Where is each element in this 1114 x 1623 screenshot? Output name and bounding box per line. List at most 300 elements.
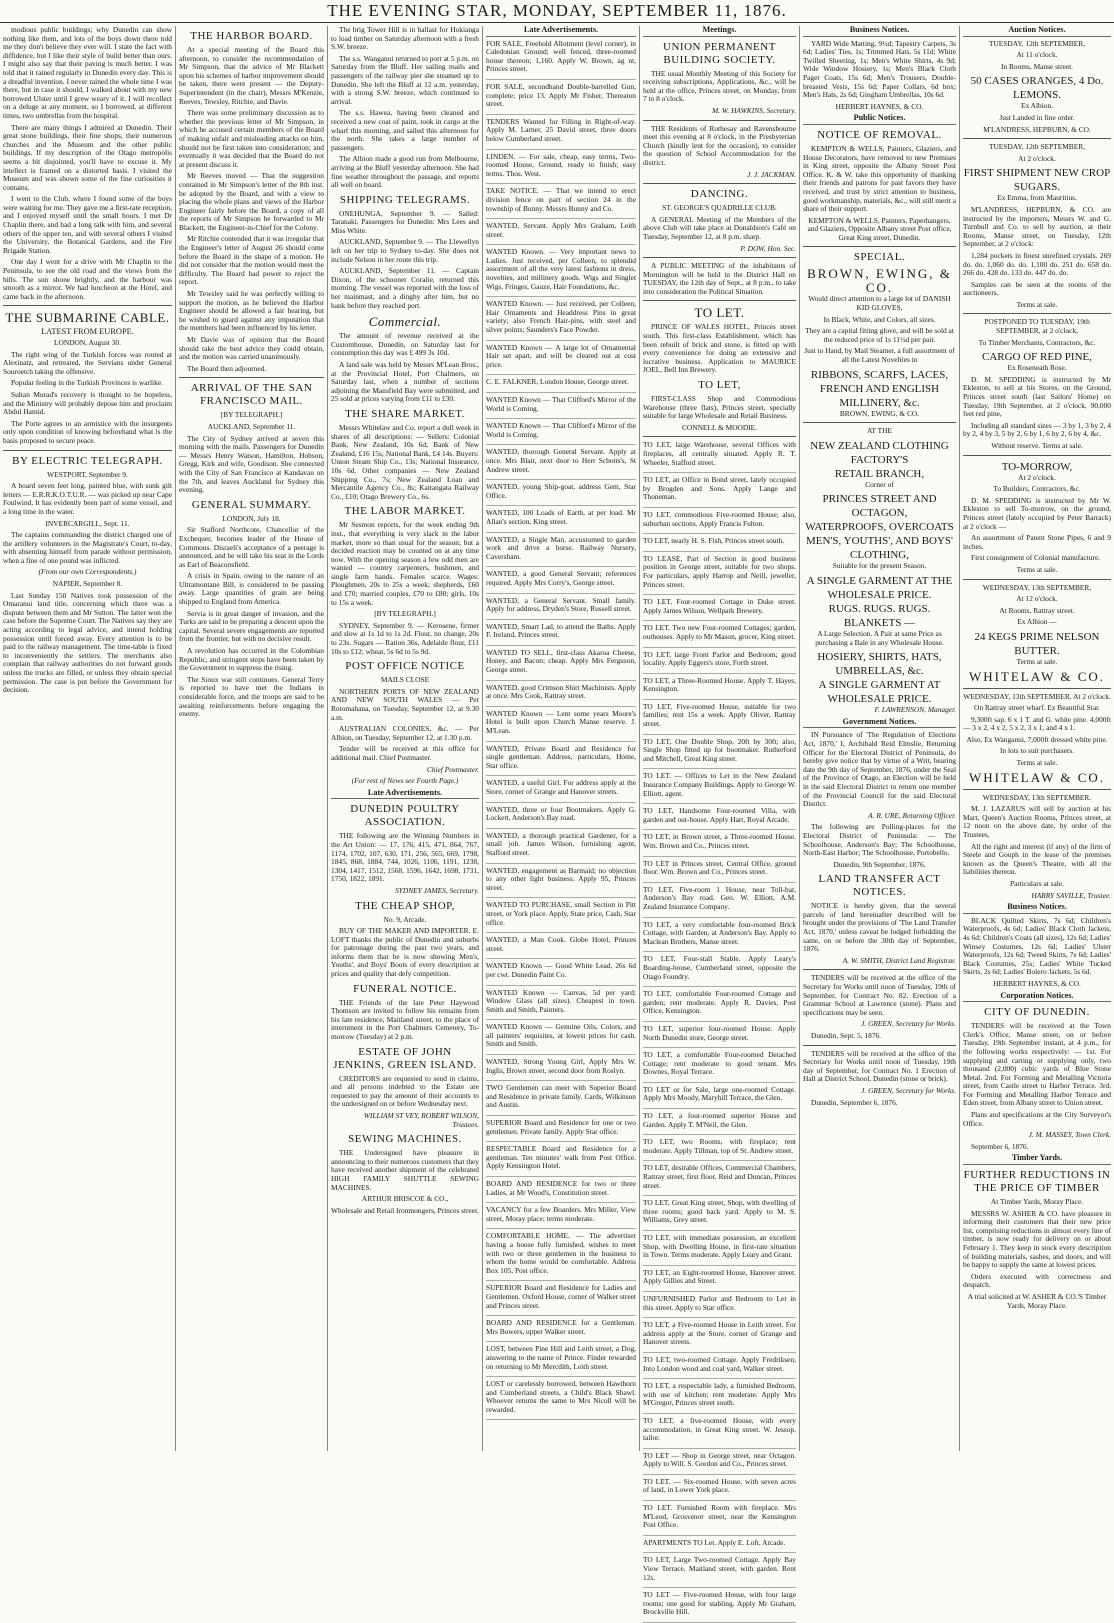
subhead: MAILS CLOSE	[380, 675, 430, 685]
commercial-item: SYDNEY, September 9. — Kerosene, firmer and slow at 1s 1d to 1s 2d. Flour, no change, 20s to 23s. Sugars — Ration 36s, Adelaide flour, £11 10s to £12; wheat, 5s 6d to 5s 9d.	[331, 620, 479, 656]
auction-body: M. J. LAZARUS will sell by auction at his Mart, Queen's Auction Rooms, Princes street, at 12 noon on the above date, by order of the Trustees,	[963, 804, 1111, 840]
classified-ad	[486, 1023, 636, 1055]
classified-ad-text: LOST or carelessly borrowed, between Hawthorn and Cumberland streets, a Child's Black Shawl. Whoever returns the same to Mrs Nicoll will be rewarded.	[486, 1379, 636, 1414]
auction-location: At Rooms, Rattray street.	[999, 605, 1075, 615]
classified-ad	[643, 555, 796, 595]
headline-labor-market: THE LABOR MARKET.	[344, 505, 466, 518]
classified-ad-text: LOST, between Pine Hill and Leith street, a Dog, answering to the name of Prince. Finder rewarded on returning to Mr Mercdith, Leith street.	[486, 1344, 636, 1371]
auction-note: To Builders, Contractors, &c.	[993, 484, 1081, 494]
ad-line: They are a capital fitting glove, and will be sold at the reduced price of 1s 11½d per pair.	[805, 326, 954, 344]
classified-ad	[486, 1232, 636, 1281]
classified-ad	[643, 651, 796, 674]
notice-item: Tender will be received at this office for additional mail. Chief Postmaster.	[331, 744, 479, 762]
classified-ad	[486, 187, 636, 219]
article-paragraph: The Board then adjourned.	[187, 363, 267, 373]
classified-ad-text: WANTED, Private Board and Residence for single gentleman. Address, particulars, Home, Star office.	[486, 743, 636, 770]
classified-ad	[643, 1112, 796, 1135]
commercial-item: The amount of revenue received at the Customhouse, Dunedin, on Saturday last for consumption this day was £ 499 3s 10d.	[331, 331, 479, 358]
auction-date: TUESDAY, 12th SEPTEMBER,	[988, 142, 1086, 152]
classified-ad-text: TO LET, in Brown street, a Three-roomed House. Wm. Brown and Co., Princes street.	[643, 832, 796, 850]
column-4	[483, 26, 640, 1451]
classified-ad-text: TO LET, comfortable Four-roomed Cottage and garden; rent moderate. Apply R. Davies, Post Office, Kensington.	[643, 989, 796, 1016]
classified-ad-text: WANTED, 100 Loads of Earth, at per load. Mr Allan's section, King street.	[486, 508, 636, 526]
classified-ad-text: TO LET, desirable Offices, Commercial Chambers, Rattray street, first floor. Reid and Duncan, Princes street.	[643, 1163, 796, 1190]
notice-item: THE Residents of Rothesay and Ravensbourne meet this evening at 8 o'clock, in the Presbyterian Church (kindly lent for the occasion), to consider the question of School Accommodation for the district.	[643, 123, 796, 167]
notice-item: THE Friends of the late Peter Haywood Thomson are invited to follow his remains from his late residence, Maitland street, to the place of internment in the Port Chalmers Cemetery, To-morrow (Tuesday) at 2 p.m.	[331, 997, 479, 1042]
classified-ad	[486, 153, 636, 185]
correspondent-note: (From our own Correspondents.)	[38, 567, 137, 577]
classified-ad	[486, 422, 636, 445]
signature: ARTHUR BRISCOE & CO.,	[361, 1194, 449, 1204]
ad-body: THE Undersigned have pleasure in announcing to their numerous customers that they have received another shipment of the celebrated HIGH FAMILY SHUTTLE SEWING MACHINES.	[331, 1148, 479, 1192]
classified-ad	[486, 300, 636, 340]
classified-ad-text: TENDERS Wanted for Filling in Right-of-way. Apply M. Larner, 25 David street, three doors below Cumberland street.	[486, 116, 636, 143]
article-paragraph: Mr Tewsley said he was perfectly willing to support the motion, as he believed the Harbor Engineer should be allowed a fair hearing, but he wished to guard against any imputation that the members had been influenced by his letter.	[179, 289, 324, 333]
headline-post-office-notice: POST OFFICE NOTICE	[345, 660, 465, 673]
classified-ad	[486, 623, 636, 646]
headline-to-let: TO LET.	[694, 305, 745, 321]
signature: SYDNEY JAMES, Secretary.	[395, 885, 479, 895]
section-header-corporation-notices: Corporation Notices.	[963, 992, 1111, 1003]
news-item: A board seven feet long, painted blue, with sunk gilt letters — E.R.R.K.O.T.U.R. — was picked up near Cape Foulwind. It has evidently been part of some vessel, and a long time in the water.	[3, 481, 172, 516]
classified-ad	[643, 1478, 796, 1501]
ad-line: Would direct attention to a large lot of DANISH KID GLOVES,	[808, 294, 951, 313]
ad-line: WATERPROOFS, OVERCOATS MEN'S, YOUTHS', AND BOYS' CLOTHING,	[805, 521, 954, 562]
classified-ad-text: RESPECTABLE Board and Residence for a gentleman. Ten minutes' walk from Post Office. Apply Kensington Hotel.	[486, 1144, 636, 1171]
signature: BROWN, EWING, & CO.	[839, 408, 920, 418]
ad-body: MESSRS W. ASHER & CO. have pleasure in informing their customers that their new price list, comprising reductions in almost every line of timber, is now ready for delivery on or about February 1. They keep in stock every description of building materials, sashes, and doors, and will be happy to supply the same at lowest prices.	[963, 1208, 1111, 1270]
classified-ad-text: TO LET, One Double Shop, 20ft by 30ft; also, Single Shop fitted up for bootmaker. Rutherford and Mitchell, Great King street.	[643, 736, 796, 763]
headline-harbor-board: THE HARBOR BOARD.	[190, 30, 313, 42]
classified-ad	[643, 1382, 796, 1414]
article-paragraph: The Sioux war still continues. General Terry is reported to have met the Indians in considerable force, and the troops are said to be awaiting reinforcements before engaging the enemy.	[179, 674, 324, 719]
auction-note: Ex Emma, from Mauritius.	[997, 193, 1077, 203]
classified-ad	[643, 990, 796, 1022]
classified-ad	[643, 1025, 796, 1048]
classified-ad-text: WANTED, thorough General Servant. Apply at once. Mrs Blair, next door to Herr Scbotts's, St Andrew street.	[486, 447, 636, 474]
classified-ad	[486, 649, 636, 681]
classified-ad	[643, 537, 796, 552]
classified-ad	[486, 118, 636, 150]
column-3	[328, 26, 483, 1451]
section-header-late-advertisements: Late Advertisements.	[486, 26, 636, 37]
section-header-public-notices: Public Notices.	[803, 114, 956, 125]
shipping-item: The s.s. Wanganui returned to port at 5 p.m. on Saturday from the Bluff. Her sailing mails and passengers of the railway pier she steamed up to Dunedin. She left the Bluff at 12 a.m. yesterday, with a strong S.W. breeze, which continued to arrival.	[331, 53, 479, 106]
classified-ad	[643, 677, 796, 700]
classified-ad-text: TO LET, Two new Four-roomed Cottages; garden, outhouses. Apply to Mr Mason, grocer, King street.	[643, 623, 796, 641]
article-paragraph: There are many things I admired at Dunedin. Their great stone buildings, their fine shops, their numerous churches and the Museum and the other public buildings. If my description of the Otago metropolis seems a bit disjointed, you'll have to excuse it. My intellect is framed on a distorted basis. I visited the Museum and was shown some of the fine curiosities it contains.	[3, 122, 172, 192]
column-5	[640, 25, 800, 1617]
classified-ad	[486, 832, 636, 864]
classified-ad-text: TO LET, a respectable lady, a furnished Bedroom, with use of kitchen; rent moderate. Apply Mrs M'Gregor, Princes street south.	[643, 1381, 796, 1408]
headline-city-of-dunedin: CITY OF DUNEDIN.	[984, 1006, 1090, 1019]
notice-item: Plans and specifications at the City Surveyor's Office.	[963, 1110, 1111, 1128]
auction-item: 24 KEGS PRIME NELSON BUTTER.	[974, 630, 1100, 657]
signature: A trial solicited at W. ASHER & CO.'S Timber Yards, Moray Place.	[967, 1291, 1107, 1310]
classified-ad-text: TO LEASE, Part of Section in good business position in George street, suitable for two shops. For particulars, apply Harrop and Neill, jeweller, Princes street.	[643, 553, 796, 589]
terms: Terms at sale.	[1016, 564, 1058, 574]
news-item: The Porte agrees to an armistice with the insurgents only upon condition of knowing beforehand what is the basis proposed to secure peace.	[3, 418, 172, 445]
headline-san-francisco-mail: ARRIVAL OF THE SAN FRANCISCO MAIL.	[190, 382, 313, 408]
notice-item: NOTICE is hereby given, that the several parcels of land hereinafter described will be brought under the provisions of 'The Land Transfer Act, 1870,' unless caveat be lodged forbidding the same, on or before the 30th day of September, 1876.	[803, 901, 956, 954]
auctioneer-name: WHITELAW & CO.	[968, 668, 1106, 684]
auctioneer-name: WHITELAW & CO.	[968, 769, 1106, 785]
classified-ad	[643, 1452, 796, 1475]
classified-ad-text: APARTMENTS TO Let. Apply E. Loft, Arcade.	[643, 1537, 786, 1547]
dateline: INVERCARGILL, Sept. 11.	[45, 518, 130, 528]
classified-ad-text: FOR SALE, secondhand Double-barrelled Gun, complete; price 13. Apply Mr Fisher, Thereaton street.	[486, 81, 636, 109]
signature: J. GREEN, Secretary for Works.	[861, 1019, 956, 1029]
classified-ad-text: WANTED TO PURCHASE, small Section in Pitt street, or York place. Apply, State price, Cash, Star office.	[486, 900, 636, 927]
auction-body: 9,300ft sap. 6 x 1 T. and G. white pine. 4,000ft — 3 x 2, 4 x 2, 5 x 2, 3 x 1, and 4 x 1.	[963, 714, 1111, 733]
ad-body: FIRST-CLASS Shop and Commodious Warehouse (three flats), Princes street, specially suitable for large Wholesale and Retail Business.	[643, 394, 796, 421]
classified-ad	[643, 1539, 796, 1554]
subhead-latest-europe: LATEST FROM EUROPE.	[41, 327, 134, 337]
section-header-auction-notices: Auction Notices.	[963, 26, 1111, 37]
classified-ad-text: TO LET, nearly H. S. Fish, Princes street south.	[643, 536, 785, 546]
ad-line: Just to Hand, by Mail Steamer, a full assortment of all the Latest Novelties in	[804, 346, 955, 365]
classified-ad-text: WANTED Known — Genuine Oils, Colors, and all painters' requisites, at lowest prices for cash. Smith and Smith.	[486, 1022, 636, 1049]
classified-ad-text: WANTED, a Single Man, accustomed to garden work and drive a horse. Railway Nursery, Caversham.	[486, 534, 636, 561]
shipping-item: The Albion made a good run from Melbourne, arriving at the Bluff yesterday afternoon. She had fine weather throughout the passage, and reports all well on board.	[331, 154, 479, 190]
article-paragraph: I went to the Club, where I found some of the boys were waiting for me. They gave me a first-rate reception, and I enjoyed myself until the small hours. I met Dr Chaplin there, and had a long talk with him, and several others of the upper ten, and with several others I visited the University, the Botanical Gardens, and the Fire Brigade Station.	[3, 194, 172, 255]
classified-ad-text: TO LET, a Three-Roomed House. Apply T. Hayes, Kensington.	[643, 675, 796, 694]
shipping-item: AUCKLAND, September 9. — The Llewellyn left on her trip to Sydney to-day. She does not include Nelson in her route this trip.	[331, 237, 479, 264]
classified-ad-text: WANTED, Strong Young Girl, Apply Mrs W. Inglis, Brown street, second door from Roslyn.	[486, 1057, 636, 1075]
classified-ad-text: BOARD AND RESIDENCE for two or three Ladies, at Mr Wood's, Constitution street.	[486, 1179, 636, 1197]
classified-ad-text: TO LET — Five-roomed House, with four large rooms; one good for stabling. Apply Mr Graham, Brockville Hill.	[643, 1590, 796, 1617]
classified-ad-text: WANTED Known — Good White Lead, 26s 6d per cwt. Dunedin Paint Co.	[486, 961, 636, 979]
shipping-item: The s.s. Hawea, having been cleaned and received a new coat of paint, took in cargo at the wharf this morning, and sailed this afternoon for the north. She takes a large number of passengers.	[331, 108, 479, 152]
signature: A. R. URE, Returning Officer.	[868, 810, 956, 820]
news-item: The right wing of the Turkish forces was routed at Alexinatz, and retreated, the Servians under General Souroetch taking the offensive.	[3, 349, 172, 376]
section-header-late-advertisements: Late Advertisements.	[331, 789, 479, 800]
signature: A. W. SMITH, District Land Registrar.	[842, 955, 956, 965]
classified-ad-text: WANTED, a useful Girl. For address apply at the Store, corner of Grange and Hanover streets.	[486, 778, 636, 796]
nz-clothing-factory-name: NEW ZEALAND CLOTHING FACTORY'S	[810, 439, 949, 466]
auction-date: TUESDAY, 12th SEPTEMBER,	[988, 38, 1086, 48]
auction-note: Ex Albion —	[1017, 617, 1057, 627]
auction-item: CARGO OF RED PINE,	[981, 351, 1092, 364]
headline-dancing: DANCING.	[690, 188, 749, 201]
classified-ad	[486, 1345, 636, 1377]
news-item: Popular feeling in the Turkish Provinces is warlike.	[11, 378, 163, 388]
classified-ad-text: WANTED Known — Lent some years Moore's Hotel is built upon Church Manse reserve. J. M'Lean.	[486, 708, 636, 736]
classified-ad-text: TO LET, a Five-roomed House in Leith street. For address apply at the Store, corner of Grange and Hanover streets.	[643, 1320, 796, 1347]
section-header-government-notices: Government Notices.	[803, 718, 956, 729]
terms: Terms at sale.	[1016, 758, 1058, 768]
classified-ad	[486, 83, 636, 115]
subhead: Wholesale and Retail Ironmongers, Princes street.	[331, 1205, 479, 1215]
auction-time: At 12 o'clock.	[1016, 594, 1058, 604]
column-6	[800, 26, 960, 1451]
auction-note: In lots to suit purchasers.	[999, 746, 1075, 756]
classified-ad	[486, 806, 636, 829]
classified-ad	[643, 807, 796, 830]
auction-location: In Rooms, Manse street.	[1000, 61, 1074, 71]
classified-ad	[643, 738, 796, 770]
telegraph-note: [BY TELEGRAPH.]	[374, 609, 436, 619]
notice-item: THE usual Monthly Meeting of this Society for receiving subscriptions, Applications, &c., will be held at the office, Princes street, on Monday, from 7 to 8 o'clock.	[643, 68, 796, 104]
auction-note: To Timber Merchants, Contractors, &c.	[978, 337, 1096, 347]
classified-ad	[643, 476, 796, 508]
ad-line: A SINGLE GARMENT AT THE WHOLESALE PRICE.	[806, 575, 953, 601]
notice-item: A PUBLIC MEETING of the inhabitants of Mornington will be held in the District Hall on TUESDAY, the 12th day of Sept., at 8 p.m., to take into consideration the Political Situation.	[643, 261, 796, 296]
auction-body: All the right and interest (if any) of the firm of Steele and Gouph in the lease of the premises known as the Queen's Theatre, with all the liabilities thereon.	[963, 841, 1111, 877]
headline-share-market: THE SHARE MARKET.	[345, 407, 465, 420]
classified-ad-text: TO LET, a very comfortable four-roomed Brick Cottage, with Garden, at Anderson's Bay. Apply to Maclean Brothers, Manse street.	[643, 919, 796, 946]
auction-body: D. M. SPEDDING is instructed by Mr Ekleston, to sell at his Stores, on the Ground, Princes street south (last Sailors' Home) on Tuesday, 19th September, at 2 o'clock, 90,000 feet red pine,	[963, 374, 1111, 419]
classified-ad-text: WANTED, Servant. Apply Mrs Graham, Leith street.	[486, 221, 636, 239]
classified-ad-text: WANTED, a General Servant. Small family. Apply for address, Dryden's Store, Russell street.	[486, 595, 636, 614]
article-paragraph: Mr Ritchie contended that it was irregular that the Engineer's letter of August 26 should come before the Board in the shape of a motion. He did not consider that the motion would meet the difficulty. The Board had power to reject the report.	[179, 234, 324, 287]
see-fourth-page-note: (For rest of News see Fourth Page.)	[351, 776, 459, 786]
commercial-item: Mr Sesmon reports, for the week ending 9th inst., that everything is very slack in the labor market, more so than usual for the season; but a decided reaction may be counted on at any time now. With the opening season a few odd men are wanted — country carpenters, bushmen, and single farm hands. Females scarce. Wages: Ploughmen, 20s to 25s a week; shepherds, £60 and £70; married couples, £70 to £80; girls, 10s to 15s a week.	[331, 520, 479, 607]
headline-notice-of-removal: NOTICE OF REMOVAL.	[817, 128, 942, 141]
classified-ad	[486, 936, 636, 959]
auction-location: On Rattray street wharf. Ex Beautiful Star.	[973, 703, 1100, 713]
ad-line: PRINCES STREET AND OCTAGON,	[822, 493, 937, 520]
classified-ad	[486, 1319, 636, 1342]
classified-ad	[643, 703, 796, 735]
dateline: LONDON, August 30.	[54, 338, 121, 347]
auction-body: Including all standard sizes — 3 by 1, 3 by 2, 4 by 2, 4 by 3, 5 by 2, 6 by 1, 6 by 2, 6 by 4, &c.	[963, 420, 1111, 439]
signature: F. LAWRENSON, Manager.	[874, 705, 956, 715]
section-header-timber-yards: Timber Yards.	[963, 1154, 1111, 1165]
article-paragraph: modious public buildings; why Dunedin can show nothing like them, and lots of the boys down there told me they don't believe they ever will. I state the fact with diffidence, but I like their style of build better than ours. I might also say that their paving is much better. I was told that it rained regularly in Dunedin every day. This is a dreadful invention. I never rained the whole time I was there, but in case it should, I walked about with my new borrowed Ulster until I grew weary of it. I will recollect on a deluge at any moment, so I borrowed, at different times, two umbrellas from the hospital.	[3, 25, 172, 120]
auction-body: D. M. SPEDDING is instructed by Mr W. Ekleston to sell To-morrow, on the ground, Princes street (lately occupied by Peter Barrack) at 2 o'clock —	[963, 495, 1111, 531]
section-header-business-notices: Business Notices.	[963, 903, 1111, 914]
classified-ad	[486, 1380, 636, 1420]
classified-ad-text: LINDEN. — For sale, cheap, easy terms, Two-roomed House, Ground, ready to finish; easy terms. Thos. West.	[486, 151, 636, 178]
date-line: Dunedin, 9th September, 1876.	[833, 859, 926, 869]
classified-ads-list	[486, 40, 636, 1421]
ad-body: BUY OF THE MAKER AND IMPORTER. E. LOFT thanks the public of Dunedin and suburbs for patronage during the past two years, and informs them that he is now showing Men's, Youths', and Boys' Boots of every description at prices and quality that defy competition.	[331, 926, 479, 979]
terms: Particulars at sale.	[1010, 879, 1064, 888]
news-item: Last Sunday 150 Natives took possession of the Omaranui land title, concerning which there was a dispute between them and Mr Sutton. The latter won the case before the Supreme Court. The Natives say they are acting according to legal advice, and intend holding possession until forced away. Every attention is to be paid to the railway management. The time-table is fixed to inconveniently the settlers. The merchants also complain that railway authorities do not forward goods unless the trucks are filled, or unless they obtain special permission. The case is put before the Government for decision.	[3, 590, 172, 695]
classified-ad	[486, 222, 636, 245]
auction-date: WEDNESDAY, 13th SEPTEMBER,	[982, 582, 1092, 592]
article-paragraph: There was some preliminary discussion as to whether the previous letter of Mr Simpson, in which he accused certain members of the Board of making unfair and misleading attacks on him, should not be first taken into consideration; and eventually it was decided that the Board do not at present discuss it.	[179, 108, 324, 169]
classified-ad	[643, 1164, 796, 1196]
classified-ad-text: TO LET, Four-stall Stable. Apply Leary's Boarding-house, Cumberland street, opposite the Otago Foundry.	[643, 954, 796, 981]
auction-date: TO-MORROW,	[1001, 460, 1073, 473]
classified-ad-text: WANTED Known — That Clifford's Mirror of the World is Coming.	[486, 421, 636, 439]
classified-ad	[486, 570, 636, 593]
classified-ad-text: WANTED TO SELL, first-class Akaroa Cheese, Honey, and Bacon; cheap. Apply Mrs Ferguson, George street.	[486, 647, 636, 675]
classified-ad-text: TO LET in Princes street, Central Office, ground floor. Wm. Brown and Co., Princes street.	[643, 858, 796, 877]
classified-ad-text: WANTED Known. — Just received, per Colleen, Hair Ornaments and Headdress Pins in great variety; also French Hair-pins, with steel and silver points; Saunders's Face Powder.	[486, 299, 636, 335]
headline-poultry-association: DUNEDIN POULTRY ASSOCIATION.	[350, 803, 460, 829]
classified-ad	[486, 536, 636, 568]
ad-line: A Large Selection. A Pair at same Price as purchasing a Bale in any Wholesale House.	[815, 629, 944, 647]
classified-ad	[486, 1284, 636, 1316]
classified-ad-text: WANTED, a good General Servant; references required. Apply Mrs Corry's, George street.	[486, 569, 636, 587]
article-paragraph: Mr Davie was of opinion that the Board should take the best advice they could obtain, and the motion was carried unanimously.	[179, 335, 324, 362]
signature: J. M. MASSEY, Town Clerk.	[1028, 1130, 1111, 1140]
classified-ad-text: TO LET, two-roomed Cottage. Apply Fredriksen, Into London wood and coal yard, Walker street.	[643, 1354, 796, 1373]
terms: Terms at sale.	[1016, 299, 1058, 309]
headline-shipping-telegrams: SHIPPING TELEGRAMS.	[339, 193, 471, 206]
ad-line-millinery: FRENCH AND ENGLISH MILLINERY, &c.	[819, 382, 940, 409]
classified-ad	[643, 1556, 796, 1588]
classified-ad	[486, 1119, 636, 1142]
headline-commercial: Commercial.	[368, 314, 442, 330]
headline-land-transfer: LAND TRANSFER ACT NOTICES.	[818, 873, 941, 899]
auction-time: At 2 o'clock.	[1018, 472, 1056, 482]
classified-ad-text: TAKE NOTICE. — That we intend to erect division fence on part of section 24 in the township of Bunny. Messrs Bunny and Co.	[486, 186, 636, 213]
classified-ad-text: UNFURNISHED Parlor and Bedroom to Let in this street. Apply to Star office.	[643, 1293, 796, 1312]
ad-body: PRINCE OF WALES HOTEL, Princes street south. This first-class Establishment, which has been rebuilt of brick and stone, is fitted up with every convenience for doing an extensive and lucrative business. Application to MAURICE JOEL, Bell Inn Brewery.	[643, 322, 796, 375]
classified-ad	[643, 921, 796, 953]
classified-ad-text: TO LET, large Front Parlor and Bedroom; good locality. Apply Eggers's store, Forth street.	[643, 649, 796, 668]
signature: J. GREEN, Secretary for Works.	[861, 1085, 956, 1095]
classified-ad-text: TO LET — Shop in George street, near Octagon. Apply to Will. S. Gordon and Co., Princes street.	[643, 1450, 796, 1469]
dateline: AUCKLAND, September 11.	[207, 421, 296, 431]
classified-ad	[643, 1591, 796, 1623]
auction-item: FIRST SHIPMENT NEW CROP SUGARS.	[963, 167, 1111, 194]
classified-ad	[486, 867, 636, 899]
classified-ad-text: WANTED, good Crimson Shirt Machinists. Apply at once. Mrs Cook, Rattray street.	[486, 682, 636, 701]
classified-ad-text: TO LET, a five-roomed House, with every accommodation, in Great King street. W. Jessop, tailor.	[643, 1415, 796, 1443]
signature: WILLIAM ST VEY, ROBERT WILSON, Trustees.	[363, 1111, 479, 1129]
classified-ad	[486, 1180, 636, 1203]
classified-ad	[643, 1086, 796, 1109]
classified-ad	[643, 1295, 796, 1318]
ad-line-blankets: BLANKETS —	[843, 617, 916, 629]
article-paragraph: A crisis in Spain, owing to the nature of an Ultramontane Bill, is considered to be passing away. Large quantities of grain are being shipped to England from America.	[179, 571, 324, 607]
section-header-business-notices: Business Notices.	[803, 26, 956, 37]
classified-ad	[643, 1417, 796, 1449]
classified-ad-text: TO LET. Furnished Room with fireplace. Mrs M'Leod, Grosvenor street, near the Kensington Post Office.	[643, 1503, 796, 1530]
column-7	[960, 26, 1114, 1451]
classified-ad-text: C. E. FALKNER, London House, George street.	[486, 377, 629, 387]
ad-body: KEMPTON & WELLS, Painters, Glaziers, and House Decorators, have removed to new Premises in King street, opposite the Albany Street Post Office. K. & W. take this opportunity of thanking their friends and patrons for past favors they have received, and trust by strict attention to business, good workmanship, materials, &c., will still merit a share of their support.	[803, 143, 956, 214]
classified-ad	[643, 772, 796, 804]
article-paragraph: Sir Stafford Northcote, Chancellor of the Exchequer, becomes leader of the House of Commons. Disraeli's acceptance of a peerage is announced, and he will take his seat in the Lords as Earl of Beaconsfield.	[179, 525, 324, 569]
classified-ad-text: TO LET, Handsome Four-roomed Villa, with garden and out-house. Apply Hart, Royal Arcade.	[643, 806, 796, 824]
notice-item: A GENERAL Meeting of the Members of the above Club will take place at Donaldson's Café on Tuesday, September 12, at 8 p.m. sharp.	[643, 214, 796, 241]
notice-item: AUSTRALIAN COLONIES, &c. — Per Albion, on Tuesday, September 12, at 1.30 p.m.	[331, 724, 479, 742]
ad-line: In Black, White, and Colors, all sizes.	[823, 314, 936, 324]
classified-ad-text: TWO Gentlemen can meet with Superior Board and Residence in private family. Cards, Wilkinson and Austin.	[486, 1083, 636, 1110]
classified-ad-text: WANTED, a Man Cook. Globe Hotel, Princes street.	[486, 935, 636, 953]
classified-ad	[486, 248, 636, 297]
signature: J. J. JACKMAN.	[746, 169, 796, 179]
classified-ad	[486, 448, 636, 480]
dateline: WESTPORT, September 9.	[47, 469, 128, 479]
classified-ad	[486, 1145, 636, 1177]
date-line: Dunedin, September 6, 1876.	[811, 1097, 898, 1107]
dateline: LONDON, July 18.	[222, 513, 281, 523]
classified-ad-text: VACANCY for a few Boarders. Mrs Miller, View street, Moray place; terms moderate.	[486, 1205, 636, 1223]
classified-ad-text: SUPERIOR Board and Residence for Ladies and Gentlemen. Oxford House, corner of Walker street and Princes street.	[486, 1283, 636, 1310]
auction-item: 50 CASES ORANGES, 4 Do. LEMONS.	[970, 75, 1104, 102]
signature: HARRY SAVILLE, Trustee.	[1031, 890, 1111, 900]
classified-ad	[643, 441, 796, 473]
headline-building-society: UNION PERMANENT BUILDING SOCIETY.	[663, 40, 776, 66]
auction-note: Samples can be seen at the rooms of the auctioneers.	[963, 279, 1111, 298]
date-line: September 6, 1876.	[971, 1141, 1029, 1151]
classified-ad	[486, 779, 636, 802]
subhead: At Timber Yards, Moray Place.	[990, 1197, 1084, 1207]
ad-line-hosiery: HOSIERY, SHIRTS, HATS, UMBRELLAS, &c.	[817, 651, 942, 678]
commercial-item: A land sale was held by Messrs M'Lean Bros., at the Provincial Hotel, Port Chalmers, on Saturday last, when a number of sections adjoining the Mansfield Bay were submitted, and 25 sold at prices varying from £11 to £30.	[331, 360, 479, 404]
commercial-item: Messrs Whitelaw and Co. report a dull week in shares of all descriptions: — Sellers: Colonial Bank, New Zealand, 10s 6d; Bank of New Zealand, £16 15s; National Bank, £4 14s. Buyers: Union Steam Ship Co., 13s; National Insurance, 10s 6d. Other companies — New Zealand Shipping Co., 7s; New Zealand Loan and Mercantile Agency Co., 8s; Kaitangata Railway Co., £10; Otago Brewery Co., 6s.	[331, 422, 479, 501]
classified-ad-text: TO LET, with immediate possession, an excellent Shop, with Dwelling House, in first-rate situation in Town. Terms moderate. Apply Leary and Grant.	[643, 1233, 796, 1260]
classified-ad	[486, 1206, 636, 1229]
classified-ad	[643, 1504, 796, 1536]
classified-ad-text: WANTED, young Ship-goat, address Gem, Star Office.	[486, 482, 636, 500]
auction-time: At 11 o'clock.	[1016, 50, 1058, 60]
signature: P. DOW, Hon. Sec.	[740, 243, 796, 253]
subhead: No. 9, Arcade.	[383, 914, 427, 924]
article-paragraph: The City of Sydney arrived at seven this morning with the mails. Passengers for Dunedin — Messrs Henry Watson, Hamilton, Hobson, Gregg, Kirk and wife, Goodison. She connected with the City of San Francisco at Kandavau on the 7th, and leaves Auckland for Sydney this evening.	[179, 433, 324, 495]
masthead: THE EVENING STAR, MONDAY, SEPTEMBER 11, 1876.	[0, 0, 1114, 23]
headline-to-let: TO LET,	[698, 379, 741, 392]
headline-funeral-notice: FUNERAL NOTICE.	[353, 982, 457, 995]
date-line: Dunedin, Sept. 5, 1876.	[811, 1031, 882, 1040]
ad-line: RETAIL BRANCH,	[834, 467, 925, 480]
classified-ad	[486, 40, 636, 80]
headline-timber-reductions: FURTHER REDUCTIONS IN THE PRICE OF TIMBER	[963, 1169, 1111, 1195]
classified-ad	[643, 1321, 796, 1353]
signature: M. W. HAWKINS, Secretary.	[712, 105, 796, 115]
auction-time: At 2 o'clock.	[1018, 153, 1056, 163]
notice-item: NORTHERN PORTS OF NEW ZEALAND AND NEW SOUTH WALES — Per Rotomahana, on Tuesday, September 12, at 9.30 a.m.	[331, 686, 479, 722]
auction-note: Just Landed in fine order.	[999, 112, 1075, 122]
classified-ad-text: WANTED, engagement as Barmaid; no objection to any other light business. Apply 95, Princes street.	[486, 865, 636, 892]
terms: Without reserve. Terms at sale.	[991, 441, 1083, 450]
auction-date: WEDNESDAY, 13th SEPTEMBER.	[982, 792, 1092, 802]
section-header-meetings: Meetings.	[643, 26, 796, 37]
shipping-item: The brig Tower Hill is in ballast for Hokianga to load timber on Saturday afternoon with a fresh S.W. breeze.	[331, 25, 479, 52]
ad-line-rugs: RUGS. RUGS. RUGS.	[828, 603, 931, 615]
classified-ad	[486, 597, 636, 620]
classified-ad-text: WANTED Known. — Very important news to Ladies. Just received, per Colleen, to splendid assortment of all the very latest fashions in dress, novelties, and millinery goods. Wigs and Singlet Wigs, Fringes, Gauze, Hair Foundations, &c.	[486, 247, 636, 291]
classified-ad-text: TO LET. — Six-roomed House, with seven acres of land, in Lower York place.	[643, 1476, 796, 1495]
classified-ad	[643, 1269, 796, 1292]
classified-ad-text: TO LET, Large Two-roomed Cottage. Apply Bay View Terrace, Maitland street, with garden. Rent 12s.	[643, 1555, 796, 1582]
special-label: SPECIAL.	[853, 251, 906, 264]
notice-item: The following are Polling-places for the Electoral District of Peninsula: — The Schoolhouse, Anderson's Bay; The Schoolhouse, North-East Harbor; The Schoolhouse, Portobello.	[803, 822, 956, 858]
classified-ad	[643, 624, 796, 647]
auction-date: WEDNESDAY, 13th SEPTEMBER, At 2 o'clock.	[963, 691, 1111, 701]
signature: HERBERT HAYNES, & CO.	[993, 978, 1081, 988]
classified-ad-text: TO LET, a comfortable Four-roomed Detached Cottage; rent moderate to good tenant. Mrs Downes, Royal Terrace.	[643, 1050, 796, 1077]
classified-ad-text: WANTED Known — A large lot of Ornamental Hair set apart, and will be cleared out at cost price.	[486, 342, 636, 369]
headline-sewing-machines: SEWING MACHINES.	[348, 1133, 462, 1146]
ad-line: Suitable for the present Season,	[832, 561, 927, 571]
signature: Chief Postmaster.	[426, 764, 479, 774]
shipping-item: AUCKLAND, September 11. — Captain Dixon, of the schooner Coralie, returned this morning. The vessel was reported with the loss of her mainmast, and a dinghy after him, but no bank before they reached port.	[331, 266, 479, 310]
classified-ad	[486, 962, 636, 985]
classified-ad-text: WANTED, a thorough practical Gardener, for a small job. James Wilson, furnishing agent, Stafford street.	[486, 830, 636, 857]
news-item: Sultan Murad's recovery is thought to be hopeless, and the Ministry will probably depose him and proclaim Abdul Hamid.	[3, 389, 172, 417]
classified-ad	[486, 901, 636, 933]
classified-ad	[486, 378, 636, 393]
classified-ad-text: WANTED, Smart Lad, to attend the Baths. Apply F. Ireland, Princes street.	[486, 621, 636, 640]
auction-body: An assortment of Patent Stone Pipes, 6 and 9 inches.	[963, 533, 1111, 551]
classified-ad-text: WANTED, three or four Bootmakers. Apply G. Lockett, Anderson's Bay road.	[486, 804, 636, 823]
classified-ad-text: TO LET. — Offices to Let in the New Zealand Insurance Company Buildings. Apply to George W. Elliott, agent.	[643, 771, 796, 798]
classified-ad-text: TO LET, superior four-roomed House. Apply North Dunedin store, George street.	[643, 1023, 796, 1042]
headline-cheap-shop: THE CHEAP SHOP,	[355, 899, 455, 912]
headline-electric-telegraph: BY ELECTRIC TELEGRAPH.	[12, 454, 163, 467]
telegraph-note: [BY TELEGRAPH.]	[220, 410, 283, 420]
auction-body: 1,284 pockets in finest unrefined crystals. 269 do. do. 1,060 do. do. 1,100 do. 251 do. 658 do. 266 do. 428 do. 133 do. 447 do. do.	[963, 250, 1111, 278]
signature: KEMPTON & WELLS, Painters, Paperhangers, and Glaziers, Opposite Albany street Post office, Great King street, Dunedin.	[807, 215, 952, 242]
